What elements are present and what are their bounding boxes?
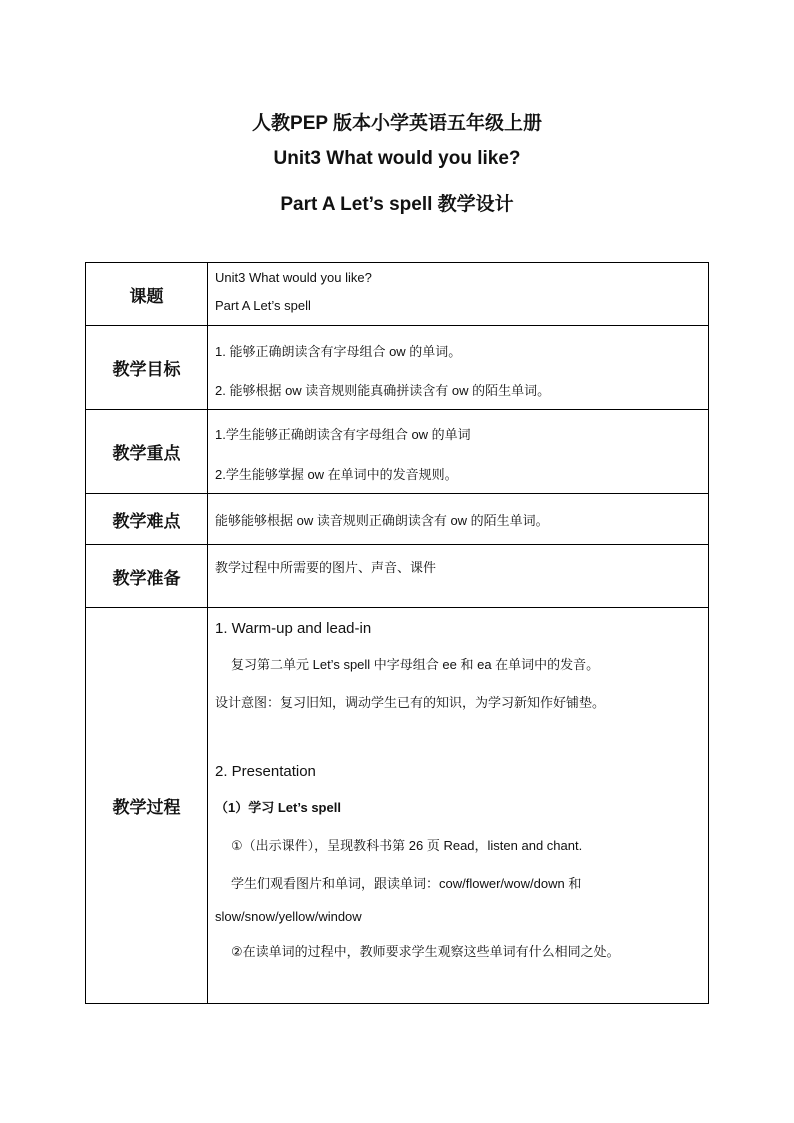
table-row-process [86,608,709,1004]
objective-1: 1. 能够正确朗读含有字母组合 ow 的单词。 [215,344,462,359]
lesson-plan-table [85,262,709,1004]
unit-title: Unit3 What would you like? [273,148,521,169]
row-content-preparation [208,545,709,608]
topic-line-1: Unit3 What would you like? [215,270,372,285]
table-row-key-points [86,410,709,494]
row-content-difficulties [208,494,709,545]
table-row-preparation [86,545,709,608]
row-label-key-points: 教学重点 [86,410,208,494]
step-2b: slow/snow/yellow/window [215,909,362,924]
step-3: ②在读单词的过程中，教师要求学生观察这些单词有什么相同之处。 [231,944,620,959]
row-label-preparation: 教学准备 [86,545,208,608]
row-content-process [208,608,709,1004]
key-point-2: 2.学生能够掌握 ow 在单词中的发音规则。 [215,467,458,482]
row-label-topic: 课题 [86,263,208,326]
sub-heading: （1）学习 Let’s spell [215,800,341,815]
difficulty-1: 能够能够根据 ow 读音规则正确朗读含有 ow 的陌生单词。 [215,513,549,528]
table-row-topic [86,263,709,326]
topic-line-2: Part A Let’s spell [215,298,311,313]
objective-2: 2. 能够根据 ow 读音规则能真确拼读含有 ow 的陌生单词。 [215,383,551,398]
step-1: ①（出示课件），呈现教科书第 26 页 Read，listen and chant. [231,838,583,853]
row-label-difficulties: 教学难点 [86,494,208,545]
row-label-objectives: 教学目标 [86,326,208,410]
preparation-1: 教学过程中所需要的图片、声音、课件 [215,560,437,575]
warmup-heading: 1. Warm-up and lead-in [215,620,372,637]
table-row-objectives [86,326,709,410]
lesson-title: Part A Let’s spell 教学设计 [280,194,514,215]
warmup-text: 复习第二单元 Let’s spell 中字母组合 ee 和 ea 在单词中的发音。 [231,657,600,672]
row-label-process: 教学过程 [86,608,208,1004]
key-point-1: 1.学生能够正确朗读含有字母组合 ow 的单词 [215,427,471,442]
row-content-key-points [208,410,709,494]
presentation-heading: 2. Presentation [215,763,316,780]
document-title: 人教PEP 版本小学英语五年级上册 [252,113,542,134]
row-content-objectives [208,326,709,410]
row-content-topic [208,263,709,326]
design-intent: 设计意图：复习旧知，调动学生已有的知识，为学习新知作好铺垫。 [215,695,606,710]
table-row-difficulties [86,494,709,545]
step-2a: 学生们观看图片和单词，跟读单词：cow/flower/wow/down 和 [231,876,582,891]
